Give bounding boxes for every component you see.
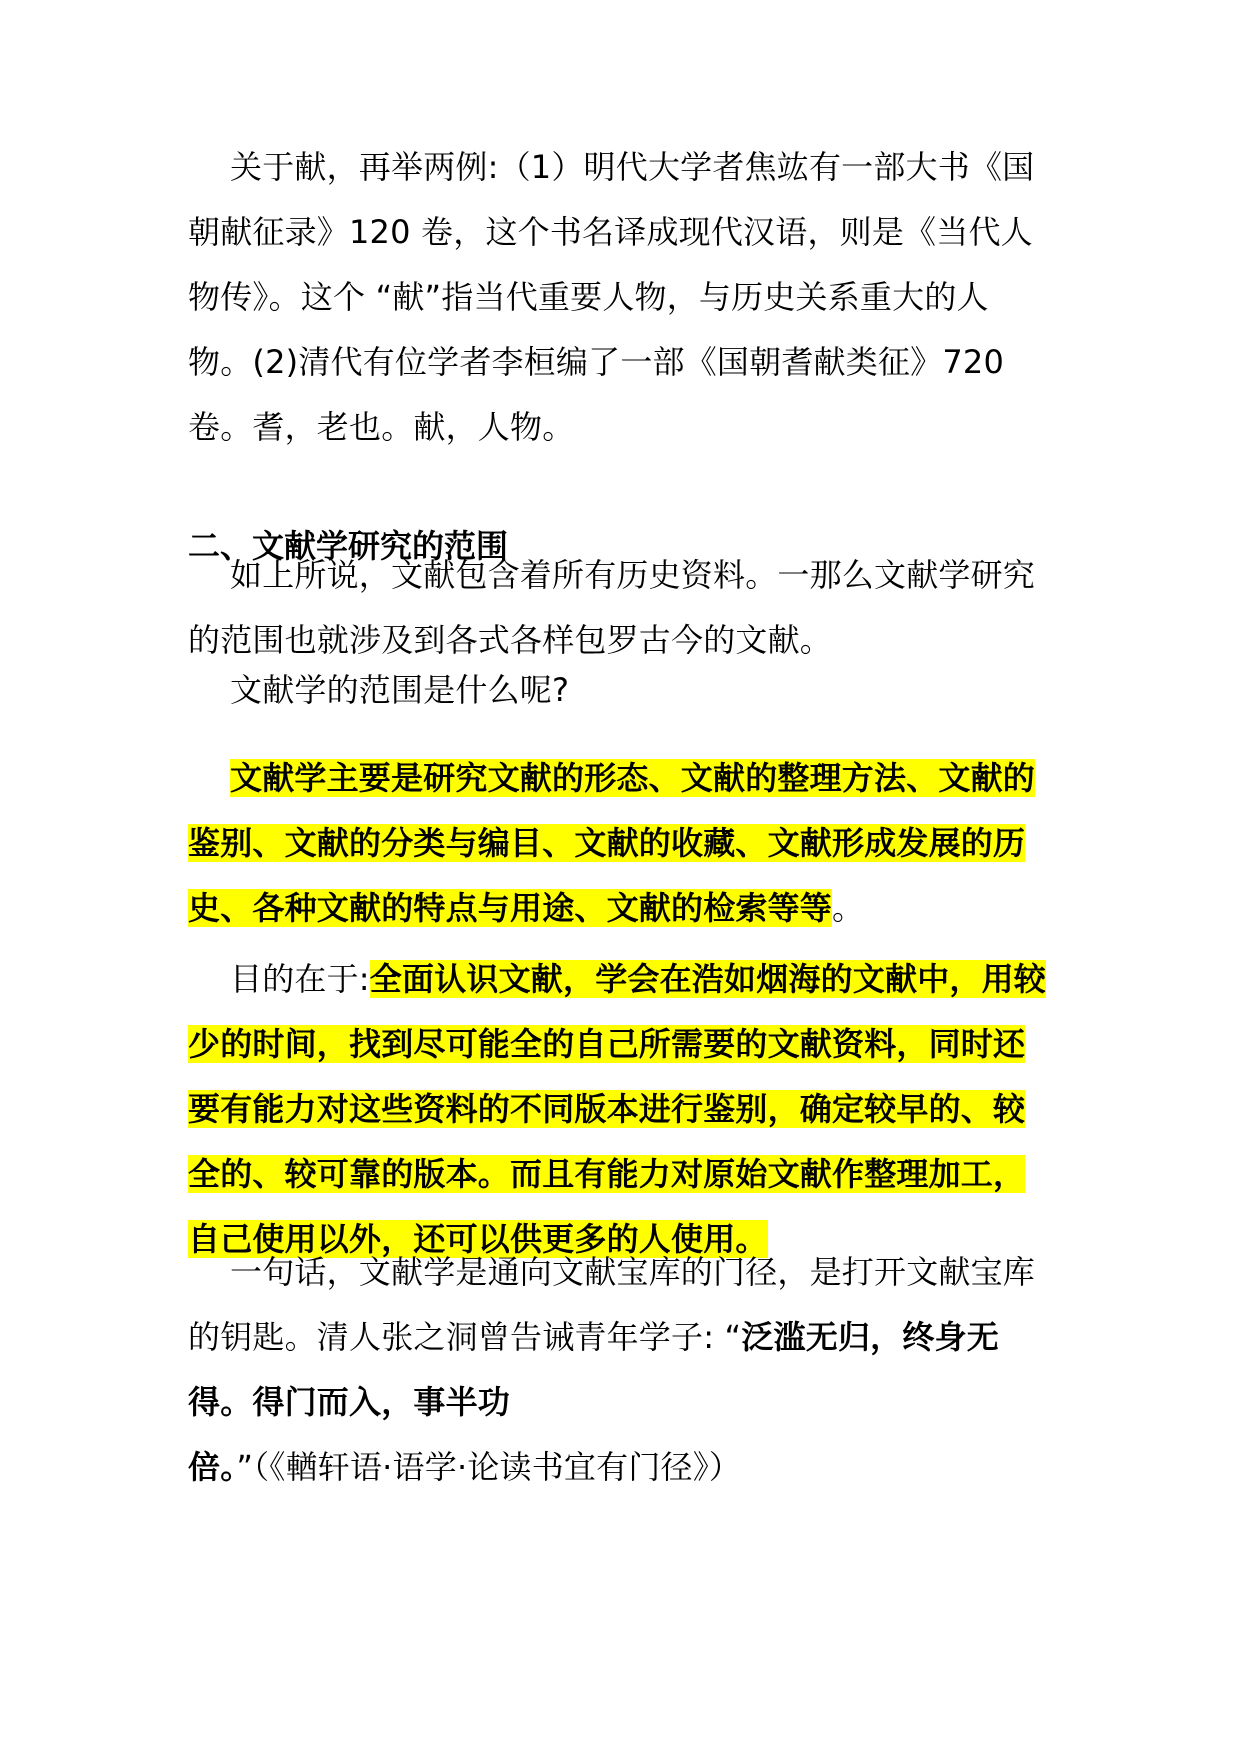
section-heading-scope: 二、文献学研究的范围 [188, 527, 509, 565]
summary-lead: 一句话，文献学是通向文献宝库的门径，是打开文献宝库的钥匙。清人张之洞曾告诫青年学子: “ [188, 1253, 1036, 1356]
bold-quote: 泛滥无归，终身无得。得门而入，事半功倍。 [188, 1318, 999, 1486]
highlighted-purpose: 全面认识文献，学会在浩如烟海的文献中，用较少的时间，找到尽可能全的自己所需要的文献资料，同时还要有能力对这些资料的不同版本进行鉴别，确定较早的、较全的、较可靠的版本。而且有能力对原始文献作整理加工，自己使用以外，还可以供更多的人使用。 [188, 960, 1046, 1258]
paragraph-scope-intro: 如上所说，文献包含着所有历史资料。一那么文献学研究的范围也就涉及到各式各样包罗古今的文献。 [188, 556, 1036, 659]
paragraph-xian-examples: 关于献，再举两例:（1）明代大学者焦竑有一部大书《国朝献征录》120 卷，这个书名译成现代汉语，则是《当代人物传》。这个 “献”指当代重要人物，与历史关系重大的人物。(2)清代有位学者李桓编了一部《国朝耆献类征》720 卷。耆，老也。献，人物。 [188, 148, 1035, 446]
definition-tail: 。 [832, 889, 865, 927]
paragraph-scope-definition [188, 746, 1053, 941]
paragraph-summary [188, 1240, 1053, 1500]
paragraph-scope-question: 文献学的范围是什么呢? [230, 671, 570, 709]
summary-tail: ”（《輶轩语·语学·论读书宜有门径》） [236, 1448, 742, 1486]
highlighted-definition: 文献学主要是研究文献的形态、文献的整理方法、文献的鉴别、文献的分类与编目、文献的收藏、文献形成发展的历史、各种文献的特点与用途、文献的检索等等 [188, 759, 1036, 927]
paragraph-purpose [188, 947, 1053, 1272]
purpose-lead: 目的在于: [230, 960, 370, 998]
